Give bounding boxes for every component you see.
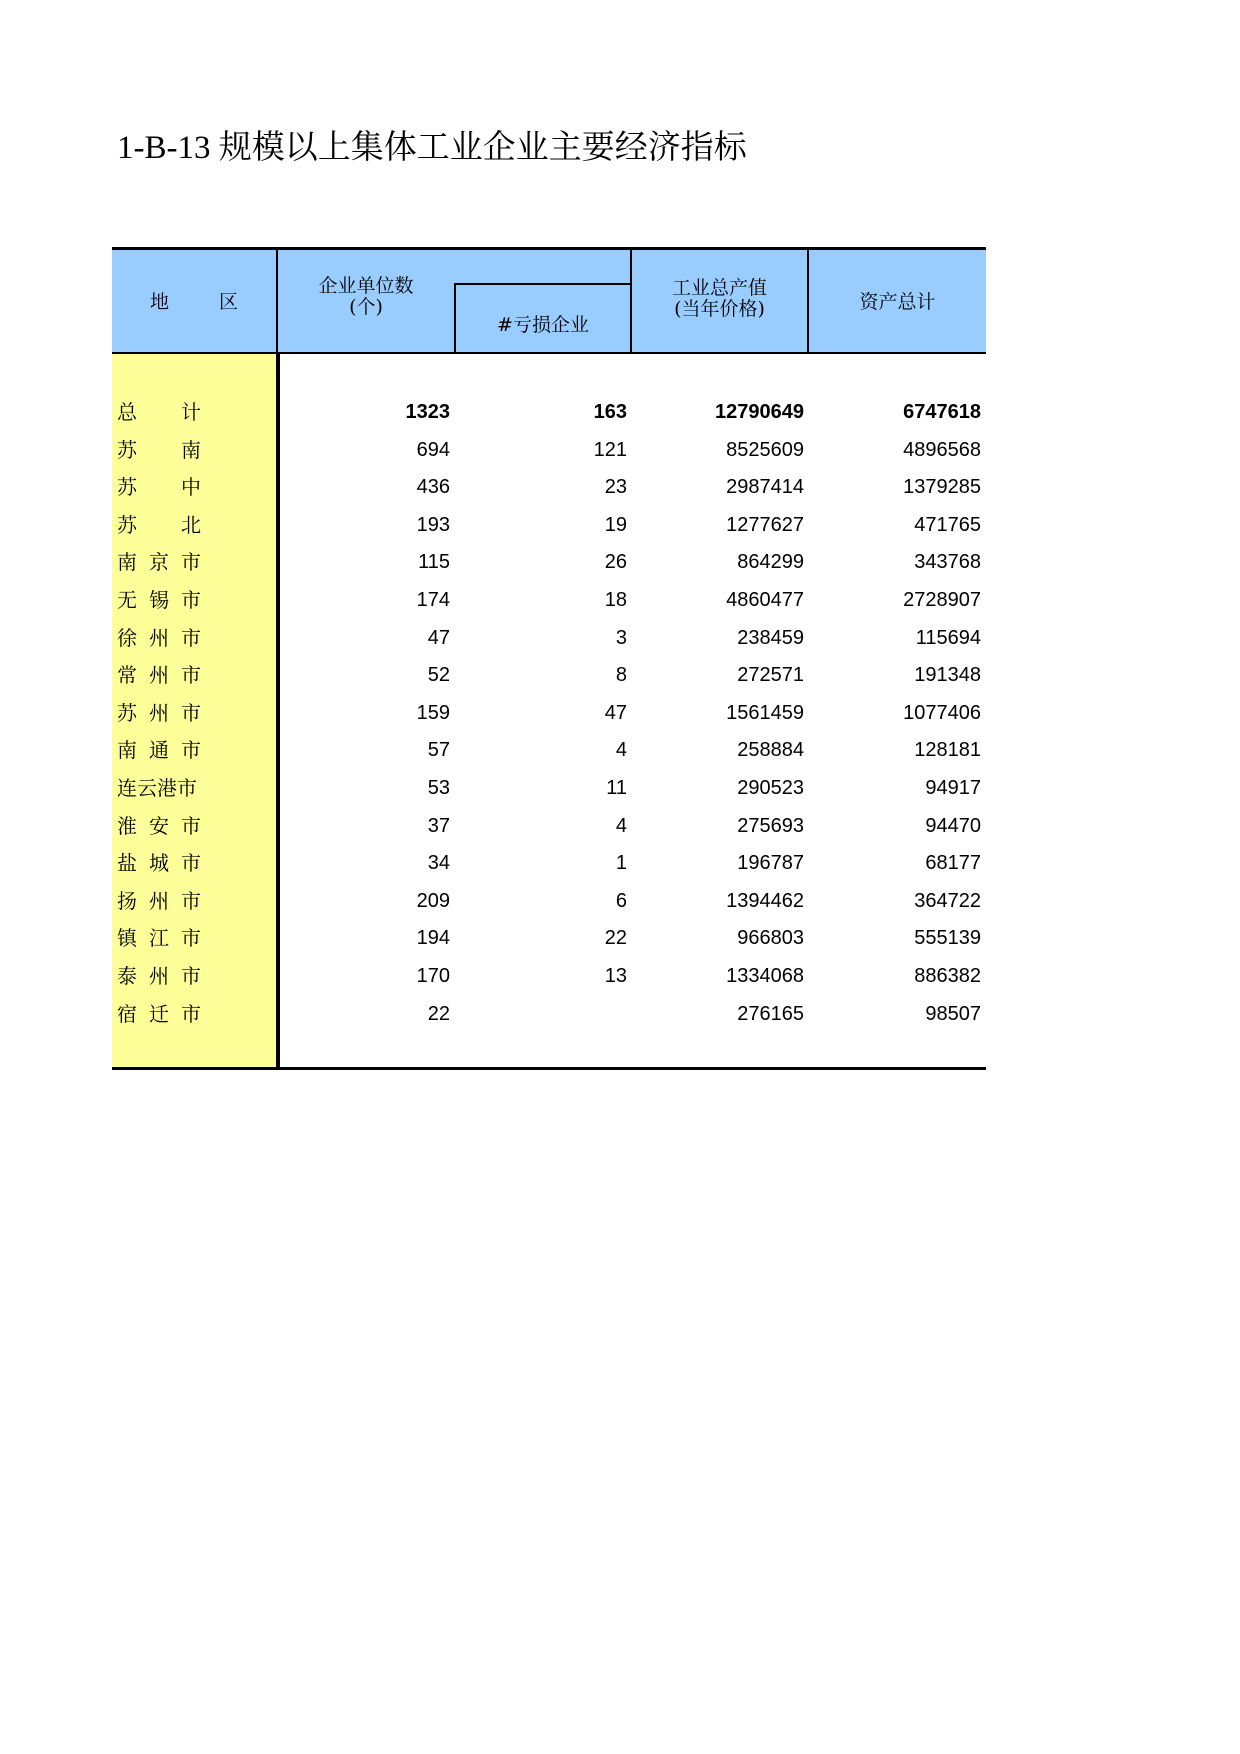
row-region: [117, 996, 201, 1034]
row-region-char: 宿: [117, 1001, 137, 1026]
statistics-table: [112, 247, 986, 1070]
cell-total-assets: 128181: [914, 739, 981, 762]
cell-gross-output: 4860477: [726, 588, 804, 611]
cell-loss-making: 23: [604, 476, 627, 499]
row-region: [117, 469, 201, 507]
cell-gross-output: 290523: [737, 776, 804, 799]
row-region-char: 安: [149, 813, 169, 838]
table-row: [112, 620, 986, 658]
cell-loss-making: 26: [604, 551, 627, 574]
row-region: [117, 920, 201, 958]
cell-loss-making: 13: [604, 964, 627, 987]
cell-total-assets: 471765: [914, 513, 981, 536]
cell-loss-making: 1: [615, 852, 627, 875]
row-region-char: 南: [117, 738, 137, 763]
row-region: [117, 958, 201, 996]
header-region: [112, 250, 278, 354]
cell-loss-making: 22: [604, 927, 627, 950]
cell-gross-output: 196787: [737, 852, 804, 875]
header-output-label: 工业总产值: [671, 277, 767, 299]
table-row: [112, 883, 986, 921]
row-region-char: 连云港市: [117, 775, 197, 800]
row-region-char: 常: [117, 663, 137, 688]
row-region-char: 无: [117, 587, 137, 612]
header-region-char-2: 区: [219, 291, 239, 313]
cell-enterprise-units: 115: [418, 551, 450, 574]
table-row: [112, 732, 986, 770]
row-region: [117, 883, 201, 921]
cell-gross-output: 966803: [737, 927, 804, 950]
row-region-char: 苏: [117, 512, 137, 537]
cell-loss-making: 4: [615, 739, 627, 762]
row-region-char: 市: [181, 813, 201, 838]
table-row: [112, 469, 986, 507]
row-region: [117, 394, 201, 432]
row-region-char: 计: [181, 400, 201, 424]
table-body: [112, 394, 986, 1033]
cell-total-assets: 364722: [914, 889, 981, 912]
cell-gross-output: 258884: [737, 739, 804, 762]
table-row: [112, 996, 986, 1034]
cell-gross-output: 272571: [737, 664, 804, 687]
cell-gross-output: 276165: [737, 1002, 804, 1025]
header-output-unit: (当年价格): [674, 298, 765, 320]
cell-enterprise-units: 37: [427, 814, 450, 837]
cell-enterprise-units: 209: [416, 889, 450, 912]
row-region: [117, 845, 201, 883]
cell-gross-output: 1394462: [726, 889, 804, 912]
cell-enterprise-units: 436: [416, 476, 450, 499]
row-region: [117, 657, 201, 695]
cell-gross-output: 864299: [737, 551, 804, 574]
row-region-char: 市: [181, 851, 201, 876]
table-row: [112, 958, 986, 996]
cell-loss-making: 47: [604, 701, 627, 724]
header-units-unit: (个): [349, 296, 383, 318]
cell-total-assets: 98507: [925, 1002, 981, 1025]
row-region-char: 州: [149, 700, 169, 725]
cell-total-assets: 94917: [925, 776, 981, 799]
table-row: [112, 394, 986, 432]
cell-enterprise-units: 694: [416, 438, 450, 461]
cell-total-assets: 68177: [925, 852, 981, 875]
row-region-char: 南: [181, 437, 201, 462]
row-region-char: 市: [181, 926, 201, 951]
cell-total-assets: 6747618: [903, 401, 981, 423]
row-region-char: 州: [149, 888, 169, 913]
row-region-char: 中: [181, 475, 201, 500]
row-region-char: 扬: [117, 888, 137, 913]
cell-gross-output: 275693: [737, 814, 804, 837]
cell-total-assets: 555139: [914, 927, 981, 950]
row-region-char: 苏: [117, 700, 137, 725]
row-region-char: 淮: [117, 813, 137, 838]
table-row: [112, 432, 986, 470]
row-region-char: 州: [149, 625, 169, 650]
header-enterprise-units: [278, 250, 632, 354]
cell-enterprise-units: 174: [416, 588, 450, 611]
cell-gross-output: 8525609: [726, 438, 804, 461]
row-region-char: 江: [149, 926, 169, 951]
row-region-char: 通: [149, 738, 169, 763]
row-region-char: 市: [181, 738, 201, 763]
cell-gross-output: 12790649: [715, 401, 804, 423]
table-row: [112, 845, 986, 883]
row-region-char: 徐: [117, 625, 137, 650]
cell-enterprise-units: 53: [427, 776, 450, 799]
header-loss-making: #亏损企业: [454, 283, 630, 354]
cell-total-assets: 1077406: [903, 701, 981, 724]
cell-loss-making: [452, 996, 627, 1034]
cell-loss-making: 121: [593, 438, 627, 461]
table-row: [112, 920, 986, 958]
row-region-char: 市: [181, 550, 201, 575]
row-region-char: 市: [181, 663, 201, 688]
table-row: [112, 808, 986, 846]
row-region-char: 北: [181, 512, 201, 537]
row-region: [117, 770, 201, 808]
cell-enterprise-units: 34: [427, 852, 450, 875]
row-region-char: 泰: [117, 963, 137, 988]
row-region-char: 市: [181, 700, 201, 725]
cell-enterprise-units: 22: [427, 1002, 450, 1025]
row-region-char: 锡: [149, 587, 169, 612]
cell-enterprise-units: 57: [427, 739, 450, 762]
row-region-char: 州: [149, 663, 169, 688]
cell-total-assets: 115694: [915, 626, 981, 649]
cell-total-assets: 4896568: [903, 438, 981, 461]
header-units-label: 企业单位数: [318, 275, 414, 297]
cell-enterprise-units: 194: [416, 927, 450, 950]
row-region: [117, 732, 201, 770]
row-region-char: 苏: [117, 475, 137, 500]
cell-enterprise-units: 193: [416, 513, 450, 536]
table-row: [112, 770, 986, 808]
row-region-char: 盐: [117, 851, 137, 876]
row-region-char: 迁: [149, 1001, 169, 1026]
cell-loss-making: 4: [615, 814, 627, 837]
row-region: [117, 695, 201, 733]
table-row: [112, 544, 986, 582]
row-region-char: 南: [117, 550, 137, 575]
cell-loss-making: 3: [615, 626, 627, 649]
table-row: [112, 695, 986, 733]
table-bottom-rule: [112, 1067, 986, 1070]
cell-loss-making: 6: [615, 889, 627, 912]
row-region-char: 苏: [117, 437, 137, 462]
cell-enterprise-units: 1323: [405, 401, 450, 423]
row-region-char: 镇: [117, 926, 137, 951]
row-region: [117, 432, 201, 470]
page-title: 1-B-13 规模以上集体工业企业主要经济指标: [117, 130, 747, 166]
cell-gross-output: 1334068: [726, 964, 804, 987]
row-region: [117, 507, 201, 545]
row-region: [117, 582, 201, 620]
header-region-char-1: 地: [149, 291, 169, 313]
cell-total-assets: 94470: [925, 814, 981, 837]
cell-loss-making: 163: [593, 401, 627, 423]
header-gross-output: [632, 250, 809, 354]
row-region-char: 京: [149, 550, 169, 575]
cell-gross-output: 1561459: [726, 701, 804, 724]
cell-total-assets: 343768: [914, 551, 981, 574]
table-row: [112, 582, 986, 620]
row-region-char: 州: [149, 963, 169, 988]
row-region-char: 城: [149, 851, 169, 876]
row-region-char: 市: [181, 963, 201, 988]
cell-loss-making: 8: [615, 664, 627, 687]
cell-enterprise-units: 159: [416, 701, 450, 724]
cell-enterprise-units: 52: [427, 664, 450, 687]
row-region-char: 市: [181, 888, 201, 913]
row-region: [117, 808, 201, 846]
row-region-char: 总: [117, 400, 137, 424]
cell-enterprise-units: 170: [416, 964, 450, 987]
cell-total-assets: 886382: [914, 964, 981, 987]
cell-gross-output: 2987414: [726, 476, 804, 499]
row-region-char: 市: [181, 625, 201, 650]
cell-total-assets: 191348: [914, 664, 981, 687]
row-region-char: 市: [181, 1001, 201, 1026]
table-row: [112, 507, 986, 545]
table-row: [112, 657, 986, 695]
cell-enterprise-units: 47: [427, 626, 450, 649]
cell-total-assets: 2728907: [903, 588, 981, 611]
row-region: [117, 620, 201, 658]
cell-gross-output: 238459: [737, 626, 804, 649]
cell-total-assets: 1379285: [903, 476, 981, 499]
row-region: [117, 544, 201, 582]
cell-loss-making: 19: [604, 513, 627, 536]
cell-loss-making: 18: [604, 588, 627, 611]
row-region-char: 市: [181, 587, 201, 612]
header-total-assets: 资产总计: [809, 250, 986, 354]
cell-loss-making: 11: [606, 776, 627, 799]
cell-gross-output: 1277627: [726, 513, 804, 536]
